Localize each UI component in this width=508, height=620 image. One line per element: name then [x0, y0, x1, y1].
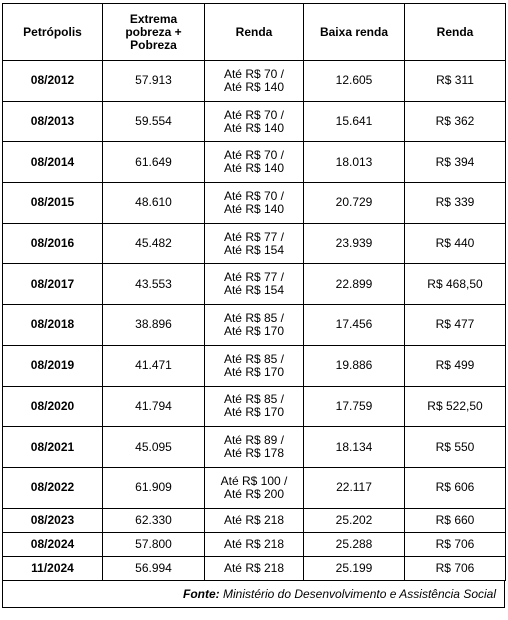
- income-range-cell: [205, 386, 304, 427]
- poverty-cell: 45.482: [103, 223, 205, 264]
- low-income-cell: 17.456: [304, 305, 405, 346]
- period-cell: 08/2012: [3, 61, 103, 102]
- income-range-line-1: Até R$ 77 /: [223, 229, 285, 244]
- low-income-cell: 18.134: [304, 427, 405, 468]
- poverty-cell: 57.913: [103, 61, 205, 102]
- income-range-cell: [205, 427, 304, 468]
- income-cell: R$ 522,50: [405, 386, 506, 427]
- poverty-cell: 41.794: [103, 386, 205, 427]
- low-income-cell: 22.117: [304, 467, 405, 508]
- income-cell: R$ 706: [405, 532, 506, 556]
- header-city: Petrópolis: [3, 4, 103, 61]
- table-row: [3, 101, 506, 142]
- poverty-cell: 45.095: [103, 427, 205, 468]
- income-range-line-1: Até R$ 218: [223, 512, 285, 527]
- income-range-line-2: Até R$ 170: [223, 364, 285, 379]
- low-income-cell: 22.899: [304, 264, 405, 305]
- income-range-cell: [205, 142, 304, 183]
- income-range-line-1: Até R$ 218: [223, 561, 285, 576]
- income-range-line-1: Até R$ 70 /: [223, 188, 285, 203]
- header-poverty: Extrema pobreza + Pobreza: [103, 4, 205, 61]
- table-row: [3, 345, 506, 386]
- period-cell: 11/2024: [3, 556, 103, 580]
- income-range-line-2: Até R$ 140: [223, 120, 285, 135]
- low-income-cell: 23.939: [304, 223, 405, 264]
- income-range-line-2: Até R$ 170: [223, 323, 285, 338]
- income-range-line-2: Até R$ 140: [223, 201, 285, 216]
- table-row: [3, 427, 506, 468]
- income-cell: R$ 660: [405, 508, 506, 532]
- poverty-cell: 59.554: [103, 101, 205, 142]
- income-range-cell: [205, 223, 304, 264]
- income-range-cell: [205, 183, 304, 224]
- table-row: [3, 532, 506, 556]
- period-cell: 08/2019: [3, 345, 103, 386]
- income-cell: R$ 339: [405, 183, 506, 224]
- poverty-cell: 38.896: [103, 305, 205, 346]
- period-cell: 08/2017: [3, 264, 103, 305]
- period-cell: 08/2013: [3, 101, 103, 142]
- income-range-line-2: Até R$ 154: [223, 283, 285, 298]
- income-range-cell: [205, 264, 304, 305]
- income-range-cell: [205, 61, 304, 102]
- low-income-cell: 25.288: [304, 532, 405, 556]
- income-range-line-1: Até R$ 85 /: [223, 392, 285, 407]
- table-row: [3, 386, 506, 427]
- table-row: [3, 467, 506, 508]
- period-cell: 08/2022: [3, 467, 103, 508]
- header-low-income: Baixa renda: [304, 4, 405, 61]
- table-row: [3, 183, 506, 224]
- source-note: [2, 581, 505, 608]
- income-cell: R$ 394: [405, 142, 506, 183]
- income-cell: R$ 362: [405, 101, 506, 142]
- income-range-line-1: Até R$ 100 /: [220, 473, 288, 488]
- low-income-cell: 17.759: [304, 386, 405, 427]
- period-cell: 08/2021: [3, 427, 103, 468]
- income-range-line-1: Até R$ 89 /: [223, 433, 285, 448]
- table-row: [3, 556, 506, 580]
- low-income-cell: 19.886: [304, 345, 405, 386]
- poverty-cell: 48.610: [103, 183, 205, 224]
- income-range-line-1: Até R$ 85 /: [223, 310, 285, 325]
- period-cell: 08/2016: [3, 223, 103, 264]
- income-range-cell: [205, 305, 304, 346]
- table-row: [3, 305, 506, 346]
- income-range-cell: [205, 508, 304, 532]
- income-range-cell: [205, 467, 304, 508]
- income-cell: R$ 311: [405, 61, 506, 102]
- period-cell: 08/2014: [3, 142, 103, 183]
- income-range-line-2: Até R$ 170: [223, 405, 285, 420]
- income-range-cell: [205, 532, 304, 556]
- income-cell: R$ 477: [405, 305, 506, 346]
- income-range-line-2: Até R$ 178: [223, 446, 285, 461]
- income-range-cell: [205, 556, 304, 580]
- income-range-line-1: Até R$ 77 /: [223, 270, 285, 285]
- income-range-line-2: Até R$ 154: [223, 242, 285, 257]
- poverty-cell: 43.553: [103, 264, 205, 305]
- period-cell: 08/2020: [3, 386, 103, 427]
- income-cell: R$ 706: [405, 556, 506, 580]
- income-cell: R$ 499: [405, 345, 506, 386]
- income-cell: R$ 550: [405, 427, 506, 468]
- income-cell: R$ 440: [405, 223, 506, 264]
- income-cell: R$ 468,50: [405, 264, 506, 305]
- data-table-container: [2, 3, 505, 608]
- table-row: [3, 61, 506, 102]
- income-range-line-2: Até R$ 140: [223, 79, 285, 94]
- poverty-cell: 56.994: [103, 556, 205, 580]
- poverty-cell: 61.649: [103, 142, 205, 183]
- table-row: [3, 142, 506, 183]
- income-range-line-1: Até R$ 70 /: [223, 66, 285, 81]
- poverty-cell: 61.909: [103, 467, 205, 508]
- income-range-line-1: Até R$ 218: [223, 536, 285, 551]
- low-income-cell: 18.013: [304, 142, 405, 183]
- poverty-cell: 62.330: [103, 508, 205, 532]
- source-label: Fonte:: [182, 587, 220, 602]
- low-income-cell: 25.199: [304, 556, 405, 580]
- income-range-line-2: Até R$ 200: [223, 486, 285, 501]
- income-range-line-2: Até R$ 140: [223, 161, 285, 176]
- low-income-cell: 12.605: [304, 61, 405, 102]
- low-income-cell: 20.729: [304, 183, 405, 224]
- poverty-income-table: [2, 3, 506, 581]
- income-range-cell: [205, 345, 304, 386]
- income-range-line-1: Até R$ 70 /: [223, 107, 285, 122]
- table-row: [3, 508, 506, 532]
- table-body: [3, 61, 506, 581]
- header-income-2: Renda: [405, 4, 506, 61]
- income-cell: R$ 606: [405, 467, 506, 508]
- low-income-cell: 15.641: [304, 101, 405, 142]
- header-income: Renda: [205, 4, 304, 61]
- low-income-cell: 25.202: [304, 508, 405, 532]
- period-cell: 08/2024: [3, 532, 103, 556]
- poverty-cell: 41.471: [103, 345, 205, 386]
- income-range-line-1: Até R$ 85 /: [223, 351, 285, 366]
- table-row: [3, 223, 506, 264]
- poverty-cell: 57.800: [103, 532, 205, 556]
- income-range-cell: [205, 101, 304, 142]
- table-row: [3, 264, 506, 305]
- income-range-line-1: Até R$ 70 /: [223, 148, 285, 163]
- source-text: Ministério do Desenvolvimento e Assistência Social: [222, 587, 496, 602]
- table-header-row: [3, 4, 506, 61]
- period-cell: 08/2015: [3, 183, 103, 224]
- period-cell: 08/2023: [3, 508, 103, 532]
- period-cell: 08/2018: [3, 305, 103, 346]
